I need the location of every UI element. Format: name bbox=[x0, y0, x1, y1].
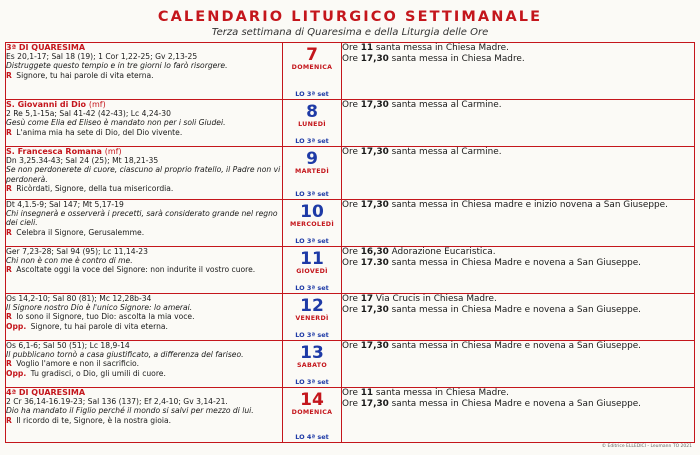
day-number: 11 bbox=[300, 249, 324, 269]
schedule-cell bbox=[342, 294, 695, 341]
response-label: R bbox=[6, 70, 12, 80]
readings-cell bbox=[6, 147, 283, 200]
footer-copyright: © Editrice ELLEDICI - Leumann TO 2021 bbox=[601, 444, 692, 449]
readings-cell bbox=[6, 43, 283, 100]
day-row bbox=[6, 100, 695, 147]
schedule-cell bbox=[342, 100, 695, 147]
gospel-quote: Chi non è con me è contro di me. bbox=[6, 256, 133, 266]
reading-references: Dt 4,1.5-9; Sal 147; Mt 5,17-19 bbox=[6, 200, 124, 209]
response-text: Ricòrdati, Signore, della tua misericordia. bbox=[16, 183, 174, 193]
schedule-prefix: Ore bbox=[342, 200, 361, 210]
psalm-response bbox=[6, 359, 282, 368]
response-label: R bbox=[6, 359, 12, 369]
psalm-response bbox=[6, 128, 282, 137]
schedule-description: santa messa in Chiesa Madre e novena a San Giuseppe. bbox=[388, 305, 641, 316]
gospel-quote: Dio ha mandato il Figlio perché il mondo si salvi per mezzo di lui. bbox=[6, 406, 254, 416]
psalm-response bbox=[6, 71, 282, 80]
date-cell bbox=[283, 147, 342, 200]
schedule-entry bbox=[342, 258, 694, 269]
schedule-entry bbox=[342, 147, 694, 158]
schedule-time: 16,30 bbox=[360, 247, 389, 257]
response-text: L'anima mia ha sete di Dio, del Dio vivente. bbox=[16, 127, 183, 137]
schedule-prefix: Ore bbox=[342, 399, 361, 410]
readings-cell bbox=[6, 100, 283, 147]
reading-references: Es 20,1-17; Sal 18 (19); 1 Cor 1,22-25; Gv 2,13-25 bbox=[6, 52, 198, 62]
readings-cell bbox=[6, 388, 283, 443]
response-label: Opp. bbox=[6, 321, 27, 331]
weekday-name: GIOVEDÌ bbox=[296, 268, 328, 275]
response-label: R bbox=[6, 312, 12, 322]
schedule-prefix: Ore bbox=[342, 54, 361, 65]
schedule-cell bbox=[342, 388, 695, 443]
day-row bbox=[6, 388, 695, 443]
psalm-response bbox=[6, 265, 282, 274]
schedule-cell bbox=[342, 43, 695, 100]
date-cell bbox=[283, 341, 342, 388]
response-text: Il ricordo di te, Signore, è la nostra gioia. bbox=[16, 415, 172, 425]
weekday-name: MERCOLEDÌ bbox=[290, 221, 334, 228]
liturgy-hours-week: LO 3ª set bbox=[295, 331, 329, 339]
schedule-prefix: Ore bbox=[342, 388, 361, 398]
day-number: 9 bbox=[306, 149, 318, 169]
day-number: 13 bbox=[300, 343, 324, 363]
liturgy-hours-week: LO 3ª set bbox=[295, 190, 329, 198]
schedule-time: 17.30 bbox=[360, 258, 389, 269]
psalm-response bbox=[6, 312, 282, 321]
gospel-quote: Il pubblicano tornò a casa giustificato, a differenza del fariseo. bbox=[6, 350, 244, 360]
response-label: R bbox=[6, 265, 12, 275]
schedule-entry bbox=[342, 200, 694, 211]
reading-references: Dn 3,25.34-43; Sal 24 (25); Mt 18,21-35 bbox=[6, 156, 159, 166]
schedule-prefix: Ore bbox=[342, 305, 361, 316]
weekday-name: VENERDÌ bbox=[295, 315, 329, 322]
reading-references: Ger 7,23-28; Sal 94 (95); Lc 11,14-23 bbox=[6, 247, 148, 256]
occasion-title bbox=[6, 100, 282, 109]
schedule-description: santa messa in Chiesa Madre e novena a San Giuseppe. bbox=[388, 399, 641, 410]
schedule-description: santa messa in Chiesa Madre. bbox=[373, 388, 509, 398]
day-number: 7 bbox=[306, 45, 318, 65]
schedule-prefix: Ore bbox=[342, 294, 361, 304]
page-title: CALENDARIO LITURGICO SETTIMANALE bbox=[157, 9, 543, 25]
response-text: Tu gradisci, o Dio, gli umili di cuore. bbox=[30, 368, 166, 378]
psalm-response bbox=[6, 416, 282, 425]
liturgy-hours-week: LO 3ª set bbox=[295, 284, 329, 292]
schedule-time: 17,30 bbox=[360, 305, 389, 316]
date-cell bbox=[283, 294, 342, 341]
psalm-response bbox=[6, 228, 282, 237]
schedule-time: 17,30 bbox=[360, 341, 389, 351]
response-label: R bbox=[6, 127, 12, 137]
schedule-entry bbox=[342, 247, 694, 258]
gospel-quote: Distruggete questo tempio e in tre giorni lo farò risorgere. bbox=[6, 61, 228, 71]
schedule-description: Via Crucis in Chiesa Madre. bbox=[373, 294, 497, 304]
calendar-body bbox=[6, 43, 695, 443]
reading-references: Os 14,2-10; Sal 80 (81); Mc 12,28b-34 bbox=[6, 294, 152, 303]
response-text: Signore, tu hai parole di vita eterna. bbox=[30, 321, 168, 331]
response-text: Ascoltate oggi la voce del Signore: non indurite il vostro cuore. bbox=[16, 265, 256, 275]
schedule-time: 17,30 bbox=[360, 147, 389, 157]
day-row bbox=[6, 43, 695, 100]
schedule-description: santa messa in Chiesa Madre. bbox=[388, 54, 525, 65]
response-label: R bbox=[6, 183, 12, 193]
schedule-prefix: Ore bbox=[342, 100, 361, 110]
occasion-title bbox=[6, 147, 282, 156]
reading-references: 2 Re 5,1-15a; Sal 41-42 (42-43); Lc 4,24-30 bbox=[6, 109, 171, 119]
occasion-name: S. Francesca Romana bbox=[6, 147, 102, 156]
gospel-quote: Gesù come Elia ed Eliseo è mandato non per i soli Giudei. bbox=[6, 118, 226, 128]
date-cell bbox=[283, 43, 342, 100]
response-text: Io sono il Signore, tuo Dio: ascolta la mia voce. bbox=[16, 312, 195, 322]
schedule-prefix: Ore bbox=[342, 43, 361, 53]
liturgy-hours-week: LO 4ª set bbox=[295, 433, 329, 441]
memorial-tag: (mf) bbox=[104, 147, 122, 156]
schedule-prefix: Ore bbox=[342, 147, 361, 157]
readings-cell bbox=[6, 341, 283, 388]
schedule-cell bbox=[342, 200, 695, 247]
day-row bbox=[6, 200, 695, 247]
schedule-cell bbox=[342, 247, 695, 294]
schedule-entry bbox=[342, 54, 694, 65]
schedule-cell bbox=[342, 341, 695, 388]
day-row bbox=[6, 247, 695, 294]
schedule-entry bbox=[342, 388, 694, 399]
schedule-time: 11 bbox=[360, 388, 374, 398]
response-label: R bbox=[6, 227, 12, 237]
psalm-response bbox=[6, 369, 282, 378]
schedule-time: 17,30 bbox=[360, 54, 389, 65]
occasion-title bbox=[6, 388, 282, 397]
schedule-description: santa messa in Chiesa Madre e novena a San Giuseppe. bbox=[388, 258, 641, 269]
day-row bbox=[6, 147, 695, 200]
occasion-title bbox=[6, 43, 282, 52]
memorial-tag: (mf) bbox=[88, 100, 106, 109]
schedule-time: 17,30 bbox=[360, 399, 389, 410]
reading-references: Os 6,1-6; Sal 50 (51); Lc 18,9-14 bbox=[6, 341, 130, 350]
schedule-description: santa messa in Chiesa Madre. bbox=[373, 43, 509, 53]
date-cell bbox=[283, 100, 342, 147]
schedule-description: Adorazione Eucaristica. bbox=[388, 247, 496, 257]
schedule-prefix: Ore bbox=[342, 247, 361, 257]
schedule-time: 17 bbox=[360, 294, 374, 304]
weekday-name: DOMENICA bbox=[291, 409, 333, 416]
day-row bbox=[6, 341, 695, 388]
liturgy-hours-week: LO 3ª set bbox=[295, 378, 329, 386]
psalm-response bbox=[6, 184, 282, 193]
schedule-entry bbox=[342, 305, 694, 316]
readings-cell bbox=[6, 247, 283, 294]
schedule-entry bbox=[342, 100, 694, 111]
schedule-description: santa messa al Carmine. bbox=[388, 147, 502, 157]
date-cell bbox=[283, 200, 342, 247]
weekday-name: MARTEDÌ bbox=[295, 168, 329, 175]
schedule-time: 17,30 bbox=[360, 100, 389, 110]
liturgy-hours-week: LO 3ª set bbox=[295, 237, 329, 245]
day-number: 12 bbox=[300, 296, 324, 316]
schedule-entry bbox=[342, 294, 694, 305]
response-text: Voglio l'amore e non il sacrificio. bbox=[16, 359, 139, 369]
calendar-table bbox=[5, 42, 695, 443]
schedule-entry bbox=[342, 341, 694, 352]
schedule-time: 17,30 bbox=[360, 200, 389, 210]
occasion-name: S. Giovanni di Dio bbox=[6, 100, 87, 109]
liturgy-hours-week: LO 3ª set bbox=[295, 90, 329, 98]
gospel-quote: Chi insegnerà e osserverà i precetti, sarà considerato grande nel regno dei cieli. bbox=[6, 209, 278, 228]
gospel-quote: Se non perdonerete di cuore, ciascuno al proprio fratello, il Padre non vi perdonerà. bbox=[6, 165, 281, 184]
weekday-name: LUNEDÌ bbox=[298, 121, 326, 128]
response-text: Signore, tu hai parole di vita eterna. bbox=[16, 70, 154, 80]
occasion-name: 3ª DI QUARESIMA bbox=[6, 43, 86, 52]
day-number: 10 bbox=[300, 202, 324, 222]
response-label: Opp. bbox=[6, 368, 27, 378]
page-subtitle: Terza settimana di Quaresima e della Liturgia delle Ore bbox=[211, 27, 489, 38]
response-text: Celebra il Signore, Gerusalemme. bbox=[16, 227, 145, 237]
response-label: R bbox=[6, 415, 12, 425]
readings-cell bbox=[6, 294, 283, 341]
schedule-description: santa messa in Chiesa Madre e novena a San Giuseppe. bbox=[388, 341, 641, 351]
date-cell bbox=[283, 388, 342, 443]
gospel-quote: Il Signore nostro Dio è l'unico Signore: lo amerai. bbox=[6, 303, 193, 313]
reading-references: 2 Cr 36,14-16.19-23; Sal 136 (137); Ef 2,4-10; Gv 3,14-21. bbox=[6, 397, 228, 407]
schedule-description: santa messa al Carmine. bbox=[388, 100, 502, 110]
schedule-time: 11 bbox=[360, 43, 374, 53]
schedule-prefix: Ore bbox=[342, 341, 361, 351]
schedule-entry bbox=[342, 399, 694, 410]
date-cell bbox=[283, 247, 342, 294]
readings-cell bbox=[6, 200, 283, 247]
day-number: 8 bbox=[306, 102, 318, 122]
schedule-prefix: Ore bbox=[342, 258, 361, 269]
schedule-cell bbox=[342, 147, 695, 200]
weekday-name: DOMENICA bbox=[291, 64, 333, 71]
psalm-response bbox=[6, 322, 282, 331]
weekday-name: SABATO bbox=[296, 362, 328, 369]
occasion-name: 4ª DI QUARESIMA bbox=[6, 388, 86, 397]
schedule-entry bbox=[342, 43, 694, 54]
day-row bbox=[6, 294, 695, 341]
liturgy-hours-week: LO 3ª set bbox=[295, 137, 329, 145]
day-number: 14 bbox=[300, 390, 324, 410]
schedule-description: santa messa in Chiesa madre e inizio novena a San Giuseppe. bbox=[388, 200, 668, 210]
